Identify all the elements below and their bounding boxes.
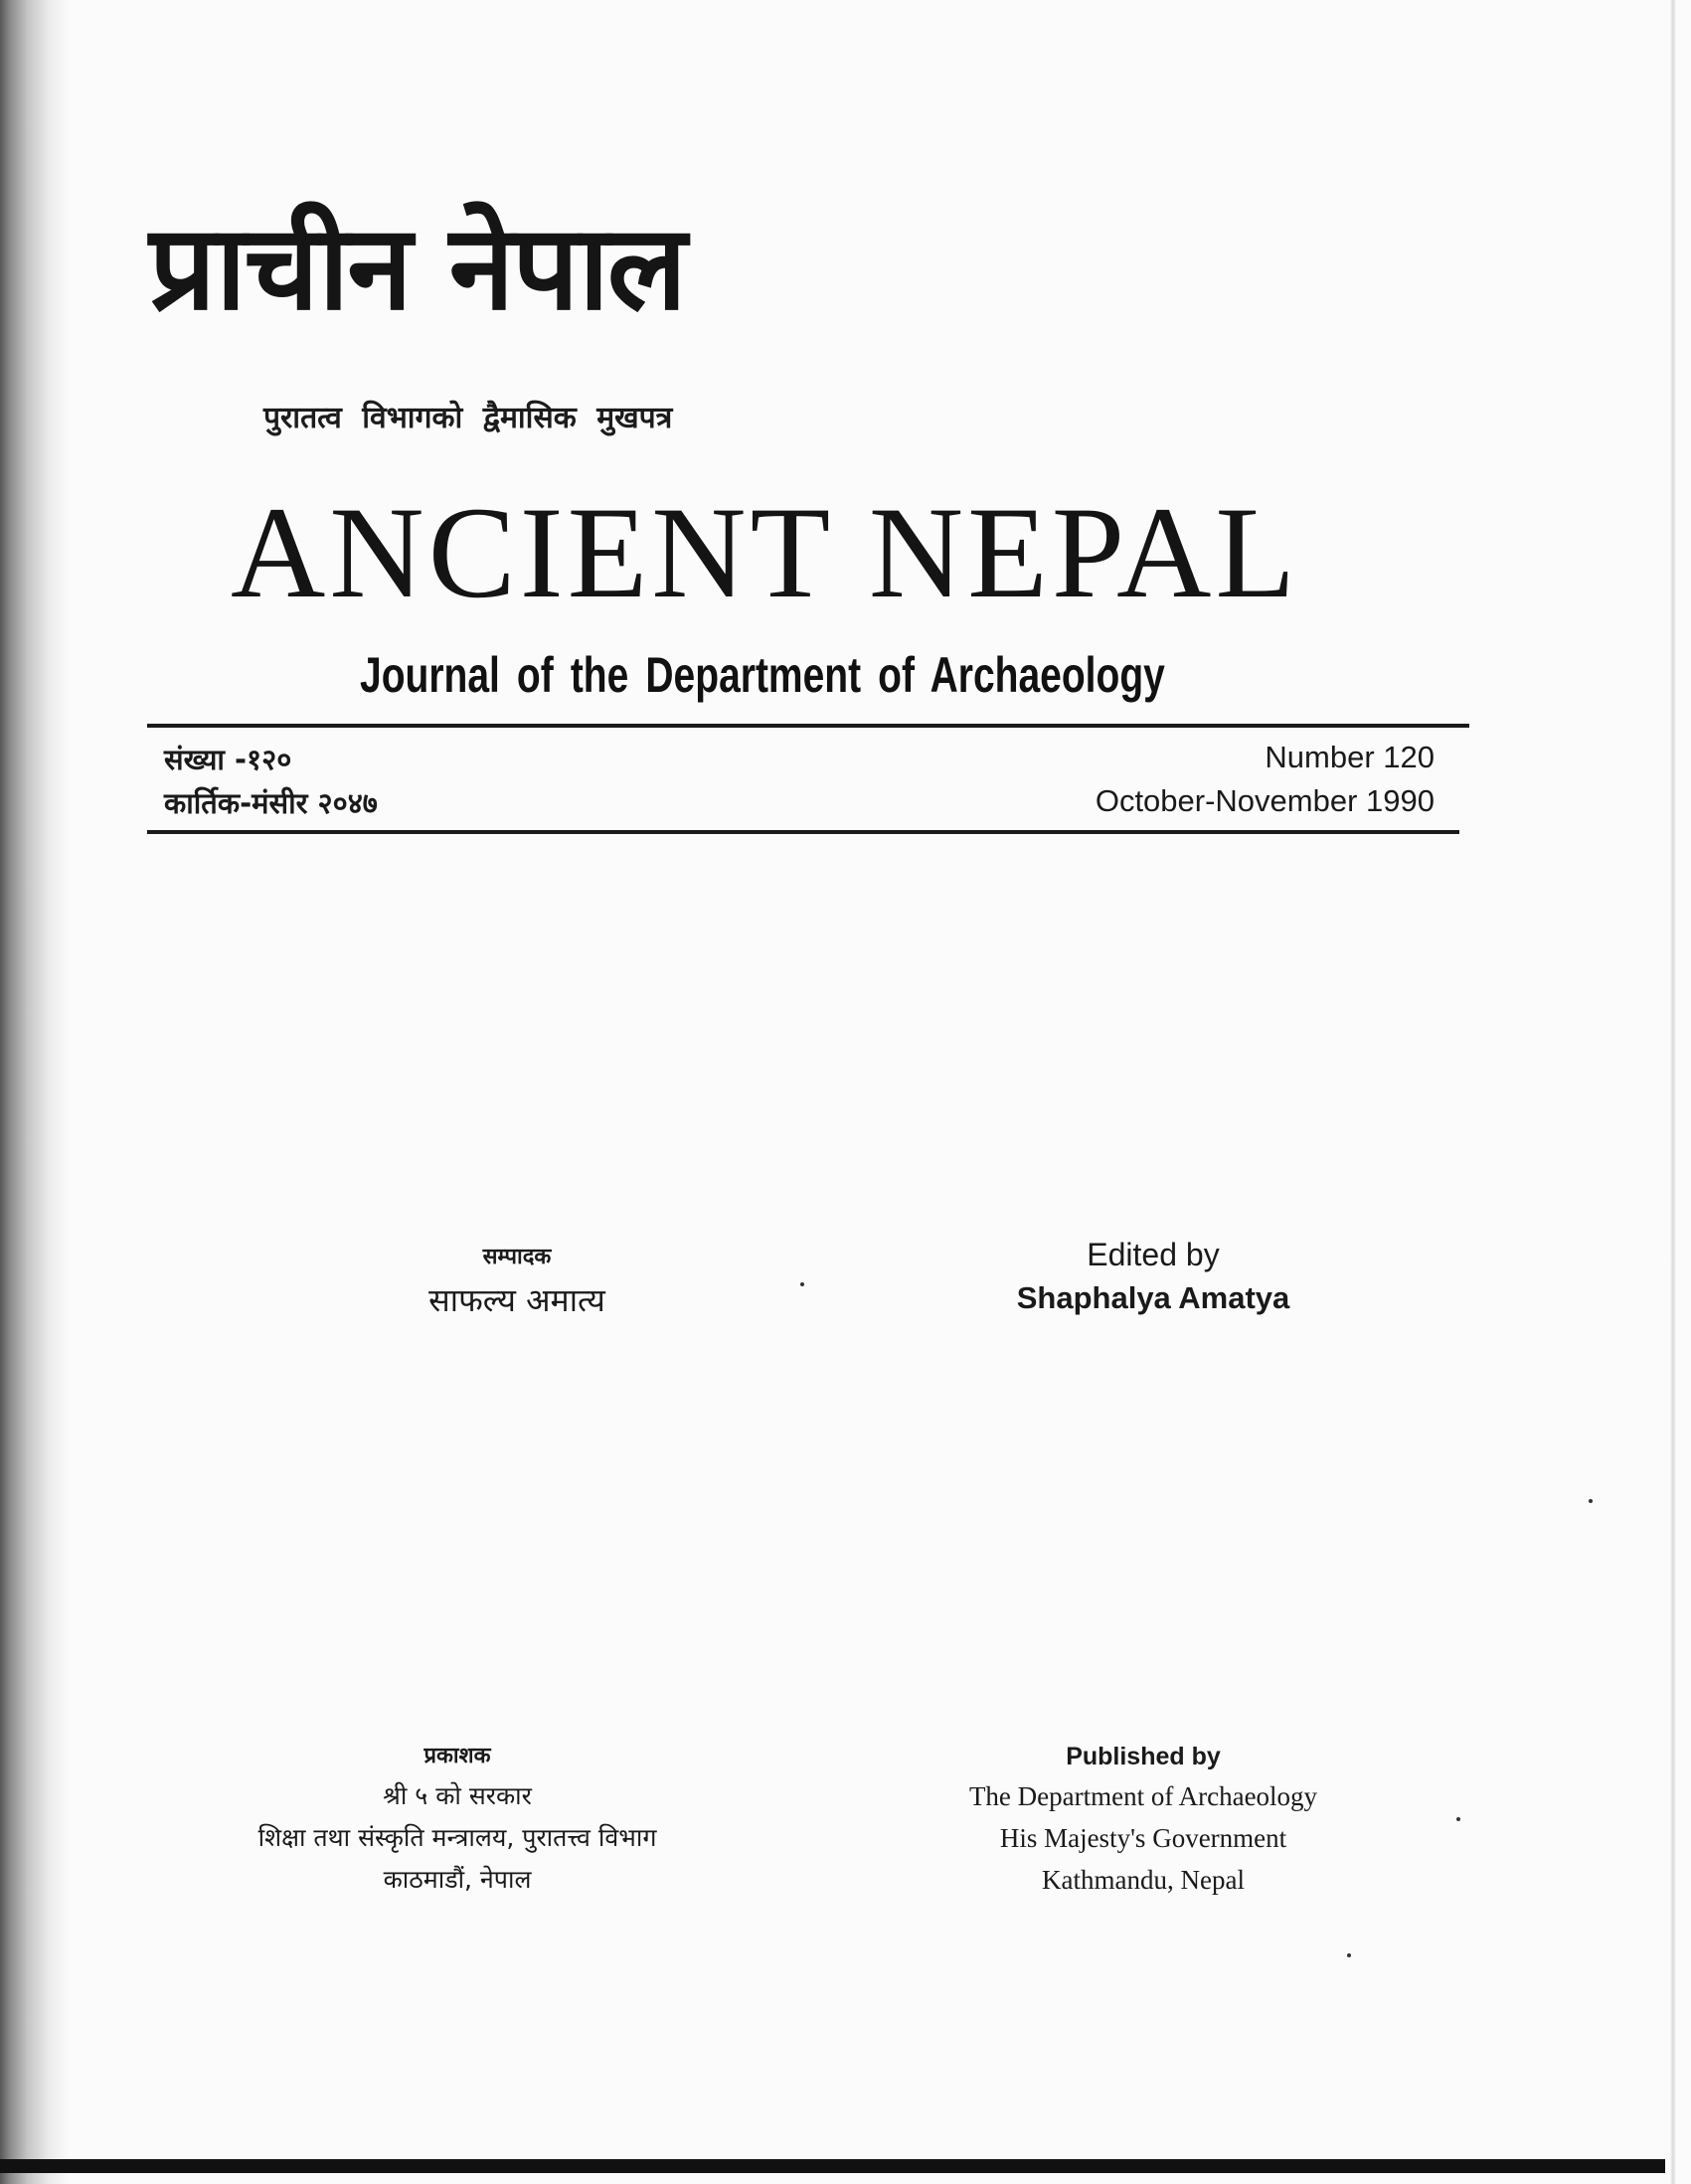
scan-speck — [800, 1282, 804, 1286]
publisher-line-english: The Department of Archaeology — [968, 1781, 1318, 1811]
scan-speck — [1589, 1499, 1593, 1503]
publisher-line-english: His Majesty's Government — [999, 1823, 1287, 1853]
publisher-label-english: Published by — [1066, 1743, 1221, 1770]
issue-number-english: Number 120 — [1265, 740, 1435, 774]
scan-speck — [1347, 1953, 1351, 1957]
scan-edge-shadow — [0, 0, 70, 2184]
issue-number-devanagari: संख्या -१२० — [164, 743, 292, 776]
issue-info-devanagari — [164, 738, 378, 825]
editor-label-english: Edited by — [1087, 1237, 1220, 1272]
publisher-block-english — [925, 1738, 1362, 1901]
editor-block-english — [994, 1233, 1312, 1320]
title-english: ANCIENT NEPAL — [231, 479, 1300, 625]
divider-bottom — [147, 830, 1459, 834]
journal-subtitle: Journal of the Department of Archaeology — [360, 647, 1165, 703]
title-devanagari: प्राचीन नेपाल — [149, 198, 685, 336]
publisher-line-devanagari: काठमाडौं, नेपाल — [383, 1865, 532, 1894]
editor-name-devanagari: साफल्य अमात्य — [428, 1281, 605, 1319]
scan-right-edge — [1670, 0, 1676, 2184]
publisher-block-devanagari — [209, 1738, 706, 1901]
issue-date-devanagari: कार्तिक-मंसीर २०४७ — [164, 786, 378, 820]
publisher-line-devanagari: श्री ५ को सरकार — [383, 1781, 532, 1810]
divider-top — [147, 724, 1469, 728]
editor-block-devanagari — [393, 1238, 641, 1323]
scan-bottom-edge — [0, 2159, 1665, 2173]
scan-speck — [1456, 1817, 1460, 1821]
issue-date-english: October-November 1990 — [1095, 783, 1435, 818]
publisher-line-devanagari: शिक्षा तथा संस्कृति मन्त्रालय, पुरातत्त्व विभाग — [257, 1823, 657, 1852]
editor-name-english: Shaphalya Amatya — [1016, 1280, 1290, 1315]
subtitle-devanagari: पुरातत्व विभागको द्वैमासिक मुखपत्र — [263, 401, 673, 435]
publisher-line-english: Kathmandu, Nepal — [1042, 1865, 1245, 1895]
editor-label-devanagari: सम्पादक — [482, 1245, 552, 1269]
publisher-label-devanagari: प्रकाशक — [423, 1744, 491, 1768]
issue-info-english — [1096, 736, 1435, 823]
